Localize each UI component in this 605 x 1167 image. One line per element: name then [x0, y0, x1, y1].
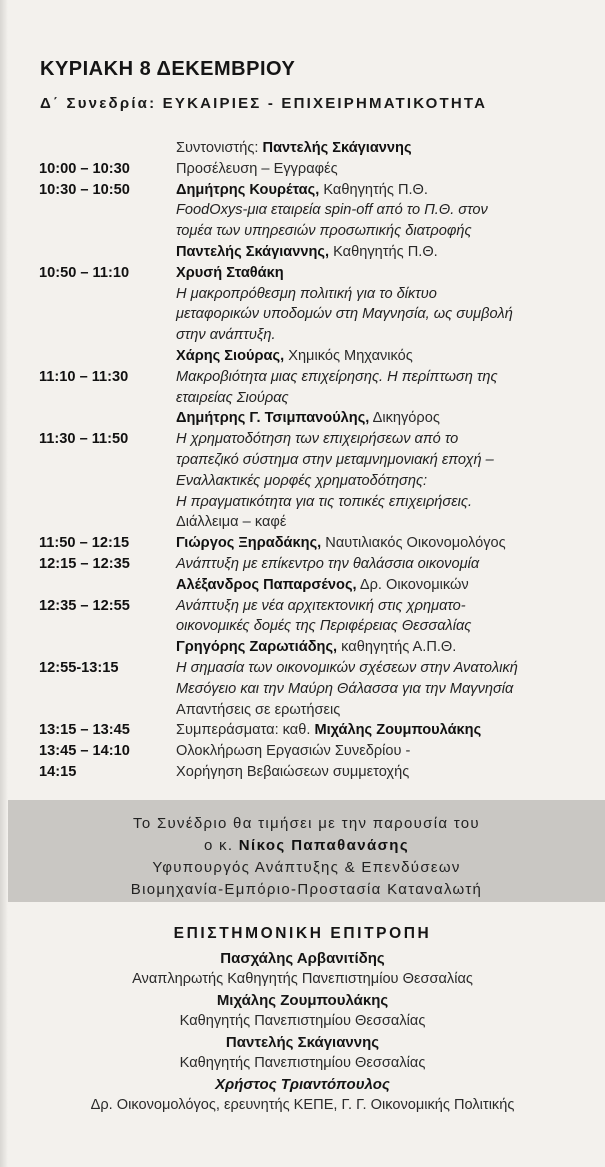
schedule-time	[39, 242, 176, 263]
schedule-content	[176, 242, 599, 263]
talk-title: Μεσόγειο και την Μαύρη Θάλασσα για την Μαγνησία	[176, 680, 514, 697]
committee-member-role: Καθηγητής Πανεπιστημίου Θεσσαλίας	[179, 1013, 426, 1029]
schedule-time	[39, 700, 176, 721]
schedule-row	[39, 720, 599, 741]
schedule-list	[39, 138, 599, 783]
talk-title: Ανάπτυξη με νέα αρχιτεκτονική στις χρηματο-	[176, 597, 466, 614]
schedule-content	[176, 180, 599, 201]
schedule-row	[39, 325, 599, 346]
guest-title: Υφυπουργός Ανάπτυξης & Επενδύσεων	[152, 859, 461, 876]
schedule-row	[39, 700, 599, 721]
schedule-text: Διάλλειμα – καφέ	[176, 514, 287, 531]
schedule-time	[39, 284, 176, 305]
schedule-content	[176, 575, 599, 596]
speaker-name: Δημήτρης Κουρέτας,	[176, 181, 320, 198]
schedule-time	[39, 200, 176, 221]
schedule-text: Απαντήσεις σε ερωτήσεις	[176, 701, 341, 718]
schedule-content	[176, 325, 599, 346]
talk-title: τομέα των υπηρεσιών προσωπικής διατροφής	[176, 223, 472, 240]
schedule-time: 13:45 – 14:10	[39, 743, 130, 760]
schedule-row	[39, 554, 599, 575]
schedule-row	[39, 658, 599, 679]
talk-title: Η μακροπρόθεσμη πολιτική για το δίκτυο	[176, 285, 437, 302]
schedule-text: Ναυτιλιακός Οικονομολόγος	[321, 535, 506, 552]
schedule-row	[39, 221, 599, 242]
schedule-time	[39, 325, 176, 346]
talk-title: Η χρηματοδότηση των επιχειρήσεων από το	[176, 431, 459, 448]
schedule-row	[39, 346, 599, 367]
schedule-row	[39, 679, 599, 700]
schedule-text: Ολοκλήρωση Εργασιών Συνεδρίου -	[176, 743, 411, 760]
schedule-row	[39, 450, 599, 471]
schedule-content	[176, 700, 599, 721]
schedule-content	[176, 138, 599, 159]
schedule-text: Δικηγόρος	[369, 410, 440, 427]
schedule-time	[39, 304, 176, 325]
schedule-row	[39, 512, 599, 533]
schedule-time	[39, 637, 176, 658]
schedule-time: 12:55-13:15	[39, 659, 119, 676]
schedule-content	[176, 263, 599, 284]
schedule-content	[176, 492, 599, 513]
speaker-name: Γρηγόρης Ζαρωτιάδης,	[176, 639, 338, 656]
talk-title: οικονομικές δομές της Περιφέρειας Θεσσαλίας	[176, 618, 472, 635]
schedule-time	[39, 679, 176, 700]
schedule-content	[176, 450, 599, 471]
schedule-time	[39, 408, 176, 429]
schedule-row	[39, 596, 599, 617]
schedule-content	[176, 471, 599, 492]
guest-of-honor-banner	[8, 800, 605, 902]
talk-title: Η σημασία των οικονομικών σχέσεων στην Ανατολική	[176, 659, 518, 676]
banner-prefix: ο κ.	[203, 837, 239, 854]
schedule-time: 11:50 – 12:15	[39, 535, 130, 552]
schedule-content	[176, 679, 599, 700]
schedule-content	[176, 159, 599, 180]
schedule-content	[176, 720, 599, 741]
committee-title: ΕΠΙΣΤΗΜΟΝΙΚΗ ΕΠΙΤΡΟΠΗ	[173, 925, 432, 942]
schedule-row	[39, 159, 599, 180]
schedule-text: Προσέλευση – Εγγραφές	[176, 160, 338, 177]
schedule-content	[176, 200, 599, 221]
schedule-content	[176, 367, 599, 388]
schedule-time	[39, 512, 176, 533]
scientific-committee	[0, 922, 605, 1116]
talk-title: μεταφορικών υποδομών στη Μαγνησία, ως συμβολή	[176, 306, 513, 323]
committee-member-name: Παντελής Σκάγιαννης	[225, 1034, 380, 1051]
schedule-content	[176, 512, 599, 533]
schedule-content	[176, 616, 599, 637]
schedule-row	[39, 263, 599, 284]
speaker-name: Χάρης Σιούρας,	[176, 347, 285, 364]
schedule-row	[39, 180, 599, 201]
schedule-time: 10:50 – 11:10	[39, 264, 130, 281]
committee-member-role: Αναπληρωτής Καθηγητής Πανεπιστημίου Θεσσαλίας	[132, 971, 473, 987]
schedule-time	[39, 138, 176, 159]
day-title: ΚΥΡΙΑΚΗ 8 ΔΕΚΕΜΒΡΙΟΥ	[40, 58, 296, 80]
schedule-time	[39, 450, 176, 471]
talk-title: Ανάπτυξη με επίκεντρο την θαλάσσια οικονομία	[176, 555, 480, 572]
schedule-row	[39, 408, 599, 429]
schedule-row	[39, 741, 599, 762]
schedule-row	[39, 388, 599, 409]
schedule-content	[176, 429, 599, 450]
schedule-time: 10:00 – 10:30	[39, 160, 130, 177]
schedule-content	[176, 741, 599, 762]
schedule-time	[39, 616, 176, 637]
committee-members	[0, 948, 605, 1116]
committee-member-role: Δρ. Οικονομολόγος, ερευνητής ΚΕΠΕ, Γ. Γ. Οικονομικής Πολιτικής	[90, 1097, 515, 1113]
speaker-name: Παντελής Σκάγιαννης,	[176, 243, 330, 260]
schedule-content	[176, 221, 599, 242]
schedule-time	[39, 575, 176, 596]
guest-name: Νίκος Παπαθανάσης	[238, 837, 410, 854]
schedule-text: Δρ. Οικονομικών	[356, 576, 469, 593]
speaker-name: Παντελής Σκάγιαννης	[262, 140, 412, 156]
schedule-row	[39, 616, 599, 637]
schedule-row	[39, 575, 599, 596]
committee-member-name: Μιχάλης Ζουμπουλάκης	[216, 992, 389, 1009]
schedule-time	[39, 388, 176, 409]
talk-title: Μακροβιότητα μιας επιχείρησης. Η περίπτωση της	[176, 368, 498, 385]
banner-line-2	[8, 835, 605, 857]
schedule-time: 12:15 – 12:35	[39, 555, 130, 572]
schedule-time: 10:30 – 10:50	[39, 181, 130, 198]
schedule-content	[176, 408, 599, 429]
speaker-name: Χρυσή Σταθάκη	[176, 264, 284, 281]
schedule-content	[176, 346, 599, 367]
schedule-time: 12:35 – 12:55	[39, 597, 130, 614]
schedule-time: 11:30 – 11:50	[39, 431, 129, 448]
talk-title: FoodOxys-μια εταιρεία spin-off από το Π.Θ. στον	[176, 202, 488, 219]
schedule-time	[39, 346, 176, 367]
schedule-time: 13:15 – 13:45	[39, 722, 130, 739]
schedule-row	[39, 242, 599, 263]
talk-title: τραπεζικό σύστημα στην μεταμνημονιακή εποχή –	[176, 451, 494, 468]
committee-member-name: Χρήστος Τριαντόπουλος	[215, 1076, 390, 1093]
speaker-name: Αλέξανδρος Παπαρσένος,	[176, 576, 357, 593]
schedule-content	[176, 658, 599, 679]
schedule-row	[39, 533, 599, 554]
schedule-text: Καθηγητής Π.Θ.	[329, 243, 438, 260]
schedule-row	[39, 284, 599, 305]
schedule-text: Χημικός Μηχανικός	[284, 347, 413, 364]
schedule-row	[39, 762, 599, 783]
schedule-text: καθηγητής Α.Π.Θ.	[337, 639, 457, 656]
schedule-text: Καθηγητής Π.Θ.	[319, 181, 428, 198]
schedule-row	[39, 138, 599, 159]
schedule-content	[176, 554, 599, 575]
schedule-content	[176, 388, 599, 409]
talk-title: Η πραγματικότητα για τις τοπικές επιχειρήσεις.	[176, 493, 473, 510]
schedule-time	[39, 492, 176, 513]
schedule-content	[176, 762, 599, 783]
schedule-row	[39, 492, 599, 513]
speaker-name: Δημήτρης Γ. Τσιμπανούλης,	[176, 410, 370, 427]
talk-title: εταιρείας Σιούρας	[176, 389, 289, 406]
banner-line-1: Το Συνέδριο θα τιμήσει με την παρουσία του	[133, 815, 480, 832]
schedule-row	[39, 637, 599, 658]
speaker-name: Μιχάλης Ζουμπουλάκης	[314, 722, 482, 739]
session-title: Δ΄ Συνεδρία: ΕΥΚΑΙΡΙΕΣ - ΕΠΙΧΕΙΡΗΜΑΤΙΚΟΤΗΤΑ	[40, 95, 488, 112]
talk-title: στην ανάπτυξη.	[176, 327, 276, 344]
schedule-time: 14:15	[39, 763, 77, 780]
committee-member-role: Καθηγητής Πανεπιστημίου Θεσσαλίας	[179, 1055, 426, 1071]
schedule-text: Συντονιστής:	[176, 140, 263, 156]
schedule-time	[39, 221, 176, 242]
schedule-text: Συμπεράσματα: καθ.	[176, 722, 315, 739]
schedule-content	[176, 637, 599, 658]
guest-portfolio: Βιομηχανία-Εμπόριο-Προστασία Καταναλωτή	[130, 881, 483, 898]
schedule-text: Χορήγηση Βεβαιώσεων συμμετοχής	[176, 763, 410, 780]
schedule-row	[39, 429, 599, 450]
schedule-content	[176, 284, 599, 305]
speaker-name: Γιώργος Ξηραδάκης,	[176, 535, 322, 552]
schedule-content	[176, 596, 599, 617]
talk-title: Εναλλακτικές μορφές χρηματοδότησης:	[176, 472, 428, 489]
schedule-time	[39, 471, 176, 492]
schedule-row	[39, 304, 599, 325]
schedule-row	[39, 200, 599, 221]
schedule-time: 11:10 – 11:30	[39, 368, 129, 385]
committee-member-name: Πασχάλης Αρβανιτίδης	[220, 950, 385, 967]
schedule-row	[39, 471, 599, 492]
schedule-content	[176, 304, 599, 325]
schedule-row	[39, 367, 599, 388]
schedule-content	[176, 533, 599, 554]
